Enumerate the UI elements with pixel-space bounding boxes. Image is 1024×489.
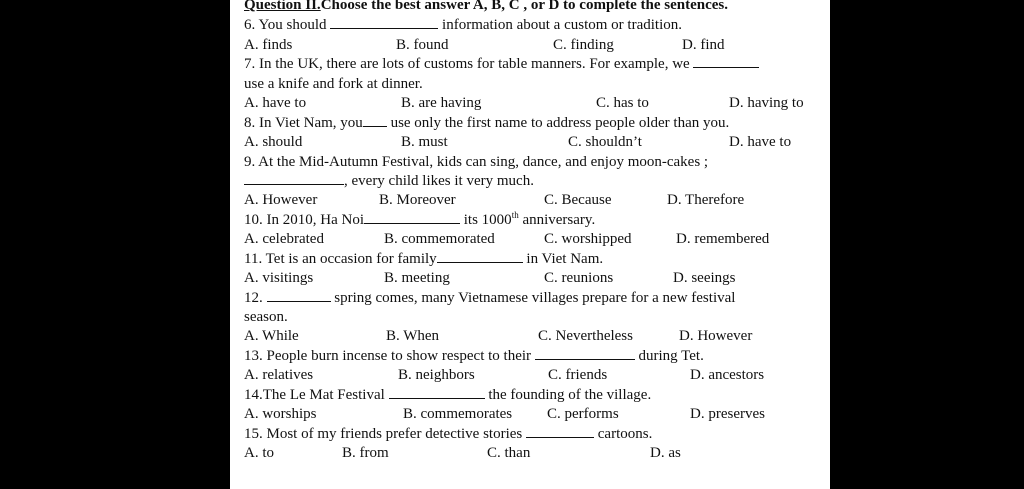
q7-option-c: C. has to <box>596 95 649 111</box>
q9-stem: 9. At the Mid-Autumn Festival, kids can sing, dance, and enjoy moon-cakes ; <box>244 154 709 170</box>
q12-text-b: spring comes, many Vietnamese villages prepare for a new festival <box>334 290 736 306</box>
q8-option-c: C. shouldn’t <box>568 134 642 150</box>
q15-option-d: D. as <box>650 445 681 461</box>
q8-option-a: A. should <box>244 134 303 150</box>
q9-option-d: D. Therefore <box>667 192 745 208</box>
q11-stem <box>244 250 603 268</box>
q11-text-a: 11. Tet is an occasion for family <box>244 251 437 267</box>
q14-text-a: 14.The Le Mat Festival <box>244 387 385 403</box>
q11-blank <box>437 250 523 263</box>
q7-stem <box>244 55 759 73</box>
q12-stem-cont: season. <box>244 309 288 325</box>
q14-option-a: A. worships <box>244 406 317 422</box>
q14-option-d: D. preserves <box>690 406 765 422</box>
q11-option-a: A. visitings <box>244 270 314 286</box>
q8-option-d: D. have to <box>729 134 792 150</box>
q8-stem <box>244 114 729 132</box>
q9-option-a: A. However <box>244 192 318 208</box>
q12-option-c: C. Nevertheless <box>538 328 633 344</box>
q11-option-c: C. reunions <box>544 270 614 286</box>
q15-option-b: B. from <box>342 445 389 461</box>
q8-option-b: B. must <box>401 134 448 150</box>
q10-option-c: C. worshipped <box>544 231 632 247</box>
q15-text-a: 15. Most of my friends prefer detective stories <box>244 426 523 442</box>
q9-option-b: B. Moreover <box>379 192 456 208</box>
question-label: Question II. <box>244 0 321 13</box>
q13-option-b: B. neighbors <box>398 367 475 383</box>
q9-text-b: , every child likes it very much. <box>344 173 534 189</box>
q8-text-b: use only the first name to address people older than you. <box>390 115 730 131</box>
question-heading <box>244 0 728 14</box>
q12-option-a: A. While <box>244 328 299 344</box>
q6-blank <box>330 16 438 29</box>
worksheet-page <box>230 0 830 489</box>
q6-text-a: 6. You should <box>244 17 327 33</box>
q12-option-d: D. However <box>679 328 753 344</box>
q13-option-c: C. friends <box>548 367 608 383</box>
q15-option-c: C. than <box>487 445 531 461</box>
q7-blank <box>693 55 759 68</box>
q6-option-b: B. found <box>396 37 449 53</box>
q15-text-b: cartoons. <box>597 426 653 442</box>
q14-option-c: C. performs <box>547 406 619 422</box>
q14-stem <box>244 386 651 404</box>
q11-text-b: in Viet Nam. <box>526 251 604 267</box>
q11-option-b: B. meeting <box>384 270 450 286</box>
q13-blank <box>535 347 635 360</box>
q7-option-b: B. are having <box>401 95 482 111</box>
q9-stem-cont <box>244 172 534 190</box>
q12-blank <box>267 289 331 302</box>
q10-option-a: A. celebrated <box>244 231 324 247</box>
q6-option-c: C. finding <box>553 37 614 53</box>
q6-option-a: A. finds <box>244 37 293 53</box>
q8-blank <box>363 114 387 127</box>
q13-text-b: during Tet. <box>638 348 704 364</box>
q8-text-a: 8. In Viet Nam, you <box>244 115 363 131</box>
q7-text-a: 7. In the UK, there are lots of customs for table manners. For example, we <box>244 56 690 72</box>
q6-option-d: D. find <box>682 37 725 53</box>
q13-option-d: D. ancestors <box>690 367 765 383</box>
q14-text-b: the founding of the village. <box>488 387 652 403</box>
q9-option-c: C. Because <box>544 192 612 208</box>
q10-stem <box>244 211 595 229</box>
q7-stem-cont: use a knife and fork at dinner. <box>244 76 423 92</box>
q13-text-a: 13. People burn incense to show respect to their <box>244 348 532 364</box>
q12-option-b: B. When <box>386 328 440 344</box>
q6-stem <box>244 16 682 34</box>
q10-superscript: th <box>511 210 519 220</box>
q14-option-b: B. commemorates <box>403 406 513 422</box>
q10-option-d: D. remembered <box>676 231 770 247</box>
q15-blank <box>526 425 594 438</box>
q10-blank <box>364 211 460 224</box>
q7-option-a: A. have to <box>244 95 307 111</box>
q9-blank <box>244 172 344 185</box>
q10-text-a: 10. In 2010, Ha Noi <box>244 212 364 228</box>
q13-stem <box>244 347 704 365</box>
q13-option-a: A. relatives <box>244 367 314 383</box>
q10-text-b: its 1000 <box>463 212 512 228</box>
q14-blank <box>389 386 485 399</box>
q15-stem <box>244 425 652 443</box>
question-instruction: Choose the best answer A, B, C , or D to complete the sentences. <box>320 0 729 13</box>
q11-option-d: D. seeings <box>673 270 736 286</box>
q12-stem <box>244 289 735 307</box>
q12-text-a: 12. <box>244 290 263 306</box>
q7-option-d: D. having to <box>729 95 804 111</box>
q15-option-a: A. to <box>244 445 274 461</box>
q10-text-c: anniversary. <box>522 212 596 228</box>
q6-text-b: information about a custom or tradition. <box>442 17 682 33</box>
q10-option-b: B. commemorated <box>384 231 495 247</box>
